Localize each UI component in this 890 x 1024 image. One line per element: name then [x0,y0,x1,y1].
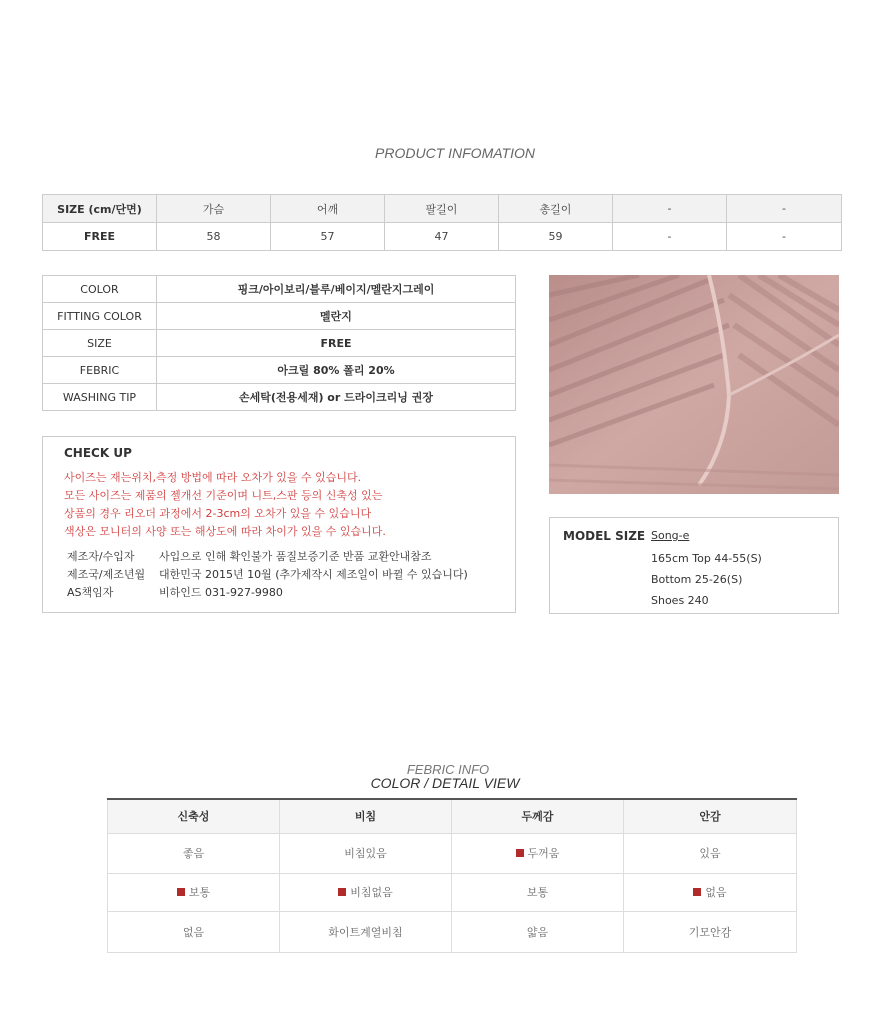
fabric-header-cell: 안감 [624,799,797,833]
size-cell: 58 [157,223,271,251]
fabric-cell [452,873,624,911]
fabric-header-cell: 신축성 [108,799,280,833]
fabric-info-title: FEBRIC INFO [406,762,490,777]
fabric-cell [108,911,280,952]
size-table [42,194,842,251]
info-key: 제조국/제조년월 [67,568,146,581]
info-row-as-contact [64,584,515,602]
fabric-cell-text: 없음 [705,886,727,899]
size-table-row [43,223,842,251]
spec-label: COLOR [43,276,157,303]
fabric-detail-subtitle: COLOR / DETAIL VIEW [370,775,520,791]
spec-row-fabric [43,357,516,384]
info-key: AS책임자 [67,586,114,599]
model-size-line: Bottom 25-26(S) [651,573,743,586]
check-up-info [64,548,515,602]
spec-row-color [43,276,516,303]
spec-value: 손세탁(전용세재) or 드라이크리닝 권장 [157,384,516,411]
spec-label: WASHING TIP [43,384,157,411]
check-up-note: 사이즈는 재는위치,측정 방법에 따라 오차가 있을 수 있습니다. [64,471,362,484]
selected-marker-icon [177,888,185,896]
size-cell: 47 [385,223,499,251]
fabric-cell-text: 비침있음 [344,847,387,860]
fabric-cell-text: 두꺼움 [527,847,560,860]
size-header-cell: - [613,195,727,223]
size-header-cell: - [727,195,842,223]
model-size-label: MODEL SIZE [563,529,646,543]
spec-label: FEBRIC [43,357,157,384]
size-header-cell: 팔길이 [385,195,499,223]
product-info-title: PRODUCT INFOMATION [375,145,535,161]
fabric-header-cell: 비침 [280,799,452,833]
size-cell: - [613,223,727,251]
fabric-cell [624,833,797,873]
fabric-cell [280,873,452,911]
fabric-cell-text: 보통 [188,886,211,899]
selected-marker-icon [338,888,346,896]
size-header-cell: 가슴 [157,195,271,223]
fabric-cell [452,911,624,952]
check-up-note: 상품의 경우 리오더 과정에서 2-3cm의 오차가 있을 수 있습니다 [64,507,372,520]
check-up-heading: CHECK UP [64,446,132,460]
fabric-cell-text: 있음 [699,847,721,860]
fabric-cell [452,833,624,873]
size-cell: 57 [271,223,385,251]
fabric-cell-text: 얇음 [526,925,549,939]
spec-label: SIZE [43,330,157,357]
info-row-manufacturer [64,548,515,566]
size-header-cell: 어깨 [271,195,385,223]
fabric-cell-text: 기모안감 [688,925,732,939]
fabric-row [108,911,797,952]
fabric-cell [108,873,280,911]
info-row-origin [64,566,515,584]
fabric-cell [280,911,452,952]
info-value: 사입으로 인해 확인불가 품질보증기준 반품 교환안내참조 [159,550,432,563]
model-size-box [549,517,839,614]
spec-value: 멜란지 [157,303,516,330]
size-cell: 59 [499,223,613,251]
selected-marker-icon [516,849,524,857]
fabric-row [108,833,797,873]
spec-row-fitting-color [43,303,516,330]
size-header-cell: 총길이 [499,195,613,223]
model-size-lines [651,527,762,613]
info-value: 비하인드 031-927-9980 [159,586,283,599]
size-table-header-row [43,195,842,223]
selected-marker-icon [693,888,701,896]
fabric-header-row [108,799,797,833]
info-key: 제조자/수입자 [67,550,135,563]
spec-label: FITTING COLOR [43,303,157,330]
fabric-cell-text: 없음 [182,925,205,939]
fabric-cell-text: 보통 [526,886,549,899]
fabric-cell-text: 화이트계열비침 [328,925,403,939]
model-size-line: Shoes 240 [651,594,709,607]
spec-value: 핑크/아이보리/블루/베이지/멜란지그레이 [157,276,516,303]
size-header-cell: SIZE (cm/단면) [43,195,157,223]
fabric-cell [624,911,797,952]
fabric-cell-text: 좋음 [182,847,205,860]
spec-table [42,275,516,411]
fabric-cell [280,833,452,873]
check-up-note: 색상은 모니터의 사양 또는 해상도에 따라 차이가 있을 수 있습니다. [64,525,386,538]
fabric-info-table [107,798,797,953]
size-cell: FREE [43,223,157,251]
info-value: 대한민국 2015년 10월 (추가제작시 제조일이 바뀔 수 있습니다) [159,568,468,581]
spec-value: FREE [157,330,516,357]
fabric-row [108,873,797,911]
model-size-line: 165cm Top 44-55(S) [651,552,762,565]
fabric-cell [624,873,797,911]
spec-row-size [43,330,516,357]
knit-detail-photo [549,275,839,494]
spec-row-washing-tip [43,384,516,411]
fabric-cell-text: 비침없음 [350,886,393,899]
model-name: Song-e [651,529,690,542]
fabric-header-cell: 두께감 [452,799,624,833]
size-cell: - [727,223,842,251]
spec-value: 아크릴 80% 폴리 20% [157,357,516,384]
check-up-note: 모든 사이즈는 제품의 젤개선 기준이며 니트,스판 등의 신축성 있는 [64,489,383,502]
fabric-cell [108,833,280,873]
check-up-box [42,436,516,613]
